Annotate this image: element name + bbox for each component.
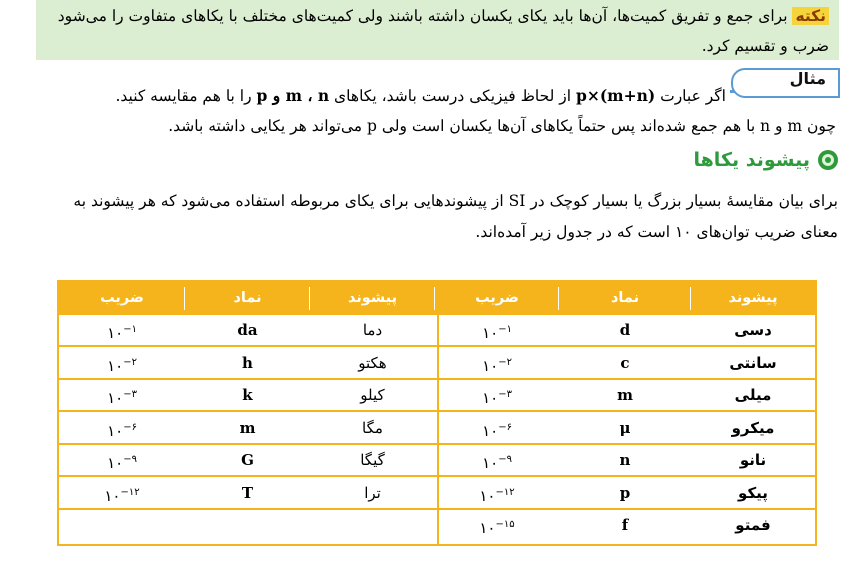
prefix-symbol: m bbox=[617, 386, 633, 404]
factor-exponent: −۱ bbox=[498, 324, 512, 335]
header-prefix-left: پیشوند bbox=[347, 290, 398, 306]
section-title: پیشوند یکاها bbox=[693, 149, 810, 171]
prefix-factor bbox=[435, 510, 559, 540]
factor-base: ۱۰ bbox=[482, 389, 499, 407]
prefix-factor bbox=[59, 445, 185, 475]
section-paragraph-line-1: برای بیان مقایسهٔ بسیار بزرگ یا بسیار کوچک در SI از پیشوندهایی برای یکای مربوطه استفاده می‌شود که هر پیشوند به bbox=[73, 192, 838, 210]
prefix-factor bbox=[59, 510, 185, 540]
factor-base: ۱۰ bbox=[482, 324, 499, 342]
factor-base: ۱۰ bbox=[107, 454, 124, 472]
prefix-name: میلی bbox=[734, 386, 772, 404]
prefix-symbol: c bbox=[620, 353, 630, 372]
prefix-factor bbox=[435, 315, 559, 345]
factor-exponent: −۹ bbox=[498, 454, 512, 465]
prefix-factor bbox=[59, 348, 185, 378]
prefix-symbol: T bbox=[241, 483, 254, 502]
prefix-name: پیکو bbox=[738, 483, 768, 502]
table-row bbox=[59, 445, 815, 477]
prefix-name: فمتو bbox=[735, 516, 771, 534]
prefix-name: دسی bbox=[734, 321, 772, 339]
table-row bbox=[59, 348, 815, 380]
prefix-factor bbox=[59, 478, 185, 508]
example-q-b: از لحاظ فیزیکی درست باشد، یکاهای bbox=[329, 87, 577, 105]
example-q-a: اگر عبارت bbox=[655, 87, 726, 105]
factor-base: ۱۰ bbox=[482, 421, 499, 440]
example-answer: چون m و n با هم جمع شده‌اند پس حتماً یکاهای آن‌ها یکسان است ولی p می‌تواند هر یکایی داشته باشد. bbox=[168, 117, 836, 135]
prefix-symbol: d bbox=[619, 321, 631, 339]
table-row bbox=[59, 315, 815, 347]
header-factor-left: ضریب bbox=[100, 290, 144, 306]
factor-base: ۱۰ bbox=[104, 486, 121, 505]
note-box bbox=[36, 0, 839, 60]
prefix-symbol: h bbox=[242, 353, 253, 372]
factor-base: ۱۰ bbox=[479, 519, 496, 537]
factor-base: ۱۰ bbox=[107, 389, 124, 407]
table-row bbox=[59, 380, 815, 412]
prefix-table bbox=[57, 280, 817, 546]
factor-exponent: −۱۵ bbox=[495, 519, 515, 530]
prefix-name: سانتی bbox=[729, 353, 777, 372]
example-q-expr: p×(m+n) bbox=[576, 86, 656, 105]
prefix-name: کیلو bbox=[360, 386, 385, 404]
example-q-c: را با هم مقایسه کنید. bbox=[115, 87, 257, 105]
header-factor-right: ضریب bbox=[475, 290, 519, 306]
prefix-factor bbox=[435, 380, 559, 410]
prefix-factor bbox=[435, 445, 559, 475]
prefix-symbol: f bbox=[621, 516, 629, 534]
prefix-factor bbox=[435, 478, 559, 508]
factor-base: ۱۰ bbox=[107, 324, 124, 342]
factor-exponent: −۹ bbox=[123, 454, 137, 465]
prefix-name: دما bbox=[362, 321, 383, 339]
factor-base: ۱۰ bbox=[482, 454, 499, 472]
example-q-vars: m ، n و p bbox=[256, 86, 330, 105]
prefix-symbol: μ bbox=[619, 418, 631, 437]
note-line-2: ضرب و تقسیم کرد. bbox=[701, 37, 829, 55]
prefix-symbol bbox=[185, 510, 310, 540]
factor-exponent: −۳ bbox=[498, 389, 512, 400]
table-header bbox=[59, 282, 815, 315]
section-paragraph-line-2: معنای ضریب توان‌های ۱۰ است که در جدول زیر آمده‌اند. bbox=[475, 223, 838, 241]
factor-exponent: −۶ bbox=[498, 421, 512, 433]
example-question bbox=[115, 86, 726, 105]
example-badge bbox=[730, 68, 840, 98]
prefix-symbol: p bbox=[619, 483, 631, 502]
factor-exponent: −۱۲ bbox=[120, 486, 140, 498]
prefix-name: میکرو bbox=[731, 418, 775, 437]
prefix-name: نانو bbox=[739, 451, 767, 469]
prefix-name: مگا bbox=[362, 418, 383, 437]
note-text: برای جمع و تفریق کمیت‌ها، آن‌ها باید یکای یکسان داشته باشند ولی کمیت‌های مختلف با یکاهای متفاوت را می‌شود bbox=[57, 7, 793, 25]
prefix-name bbox=[310, 510, 435, 540]
prefix-name: هکتو bbox=[358, 353, 387, 372]
factor-base: ۱۰ bbox=[107, 421, 124, 440]
factor-exponent: −۲ bbox=[498, 356, 512, 368]
factor-base: ۱۰ bbox=[482, 356, 499, 375]
example-label: مثال bbox=[789, 69, 826, 88]
prefix-factor bbox=[59, 315, 185, 345]
table-row bbox=[59, 510, 815, 542]
section-heading bbox=[694, 149, 839, 171]
prefix-factor bbox=[435, 413, 559, 443]
note-tag: نکته bbox=[792, 7, 829, 25]
factor-exponent: −۳ bbox=[123, 389, 137, 400]
prefix-symbol: n bbox=[619, 451, 631, 469]
prefix-factor bbox=[59, 380, 185, 410]
header-symbol-left: نماد bbox=[233, 290, 262, 306]
note-line-1 bbox=[44, 1, 829, 31]
prefix-factor bbox=[435, 348, 559, 378]
table-row bbox=[59, 413, 815, 445]
header-symbol-right: نماد bbox=[610, 290, 640, 306]
prefix-symbol: m bbox=[239, 418, 256, 437]
target-icon bbox=[818, 150, 838, 170]
prefix-name: ترا bbox=[364, 483, 381, 502]
factor-exponent: −۲ bbox=[123, 356, 137, 368]
prefix-symbol: k bbox=[242, 386, 253, 404]
table-row bbox=[59, 478, 815, 510]
factor-exponent: −۱ bbox=[123, 324, 137, 335]
header-prefix-right: پیشوند bbox=[728, 290, 778, 306]
prefix-name: گیگا bbox=[360, 451, 385, 469]
prefix-factor bbox=[59, 413, 185, 443]
factor-base: ۱۰ bbox=[107, 356, 124, 375]
factor-exponent: −۱۲ bbox=[495, 486, 515, 498]
prefix-symbol: G bbox=[241, 451, 254, 469]
prefix-symbol: da bbox=[237, 321, 258, 339]
factor-exponent: −۶ bbox=[123, 421, 137, 433]
factor-base: ۱۰ bbox=[479, 486, 496, 505]
